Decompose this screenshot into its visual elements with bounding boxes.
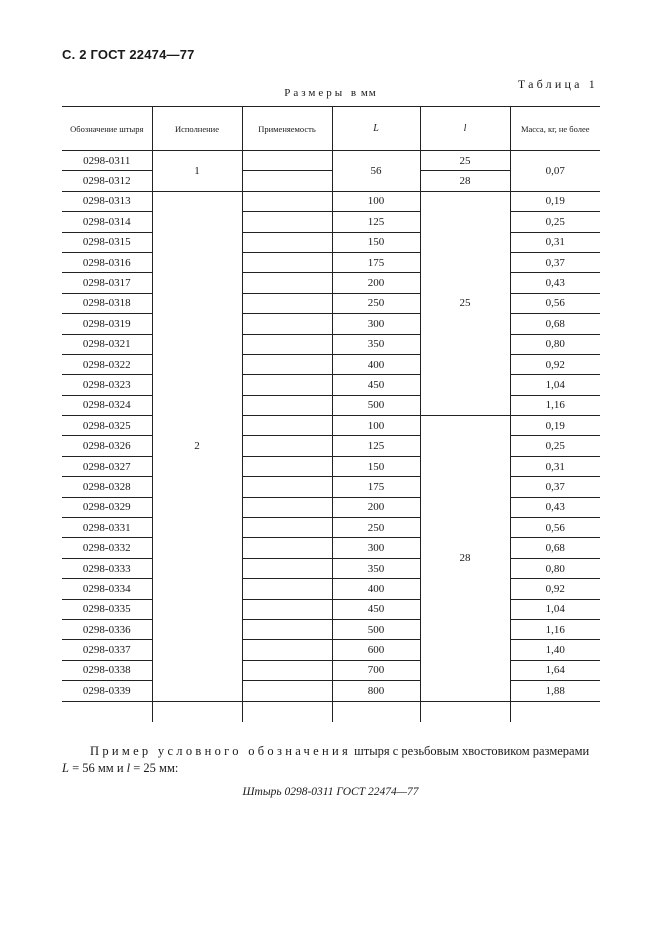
designation-cell: 0298-0337 [62, 640, 152, 660]
mass-cell: 0,07 [510, 151, 600, 192]
applicability-cell [242, 681, 332, 701]
L-cell: 500 [332, 395, 420, 415]
applicability-cell [242, 579, 332, 599]
mass-cell: 0,92 [510, 354, 600, 374]
example-l-symbol: l [126, 761, 131, 775]
L-cell: 300 [332, 538, 420, 558]
table-row [62, 558, 600, 578]
table-body [62, 151, 600, 722]
mass-cell: 0,56 [510, 293, 600, 313]
applicability-cell [242, 395, 332, 415]
L-cell: 350 [332, 558, 420, 578]
L-cell: 350 [332, 334, 420, 354]
designation-cell: 0298-0329 [62, 497, 152, 517]
applicability-cell [242, 191, 332, 211]
designation-cell: 0298-0333 [62, 558, 152, 578]
example-L-symbol: L [62, 761, 69, 775]
designation-cell: 0298-0311 [62, 151, 152, 171]
mass-cell: 0,68 [510, 538, 600, 558]
mass-cell: 0,19 [510, 416, 600, 436]
designation-cell: 0298-0325 [62, 416, 152, 436]
applicability-cell [242, 232, 332, 252]
L-cell: 125 [332, 212, 420, 232]
designation-cell: 0298-0336 [62, 619, 152, 639]
designation-example [62, 743, 602, 777]
designation-cell: 0298-0321 [62, 334, 152, 354]
L-cell: 450 [332, 599, 420, 619]
header-designation: Обозначение штыря [62, 107, 152, 151]
applicability-cell [242, 416, 332, 436]
designation-cell: 0298-0319 [62, 314, 152, 334]
mass-cell: 0,56 [510, 518, 600, 538]
applicability-cell [242, 334, 332, 354]
example-L-value: = 56 мм и [68, 761, 127, 775]
mass-cell: 1,40 [510, 640, 600, 660]
designation-cell: 0298-0317 [62, 273, 152, 293]
page-header: С. 2 ГОСТ 22474—77 [62, 47, 195, 62]
designation-cell: 0298-0318 [62, 293, 152, 313]
version-cell: 2 [152, 191, 242, 701]
designation-cell: 0298-0326 [62, 436, 152, 456]
applicability-cell [242, 273, 332, 293]
table-header-row [62, 107, 600, 151]
table-row [62, 477, 600, 497]
table-row [62, 416, 600, 436]
applicability-cell [242, 660, 332, 680]
L-cell: 400 [332, 354, 420, 374]
designation-cell: 0298-0338 [62, 660, 152, 680]
designation-cell: 0298-0312 [62, 171, 152, 191]
table-row [62, 151, 600, 171]
L-cell: 600 [332, 640, 420, 660]
header-mass: Масса, кг, не более [510, 107, 600, 151]
table-row [62, 334, 600, 354]
L-cell: 500 [332, 619, 420, 639]
applicability-cell [242, 599, 332, 619]
applicability-cell [242, 640, 332, 660]
designation-cell: 0298-0316 [62, 252, 152, 272]
table-tail-row [62, 701, 600, 722]
table-row [62, 354, 600, 374]
table-row [62, 314, 600, 334]
table-row [62, 293, 600, 313]
L-cell: 200 [332, 497, 420, 517]
table-row [62, 273, 600, 293]
L-cell: 100 [332, 191, 420, 211]
mass-cell: 1,04 [510, 375, 600, 395]
L-cell: 150 [332, 456, 420, 476]
applicability-cell [242, 558, 332, 578]
header-L: L [332, 107, 420, 151]
table-row [62, 191, 600, 211]
mass-cell: 0,37 [510, 477, 600, 497]
dimensions-note-units: в мм [350, 87, 377, 99]
table-row [62, 232, 600, 252]
table-row [62, 518, 600, 538]
mass-cell: 0,43 [510, 273, 600, 293]
applicability-cell [242, 538, 332, 558]
table-row [62, 579, 600, 599]
table-row [62, 212, 600, 232]
designation-cell: 0298-0313 [62, 191, 152, 211]
L-cell: 400 [332, 579, 420, 599]
version-cell: 1 [152, 151, 242, 192]
l-cell: 25 [420, 151, 510, 171]
table-row [62, 599, 600, 619]
mass-cell: 0,68 [510, 314, 600, 334]
table-row [62, 660, 600, 680]
mass-cell: 1,88 [510, 681, 600, 701]
mass-cell: 0,25 [510, 212, 600, 232]
mass-cell: 0,43 [510, 497, 600, 517]
designation-cell: 0298-0334 [62, 579, 152, 599]
L-cell: 200 [332, 273, 420, 293]
applicability-cell [242, 497, 332, 517]
specification-table [62, 106, 600, 722]
designation-cell: 0298-0339 [62, 681, 152, 701]
mass-cell: 0,25 [510, 436, 600, 456]
applicability-cell [242, 354, 332, 374]
example-lead-rest: штыря с резьбовым хвостовиком размерами [351, 744, 590, 758]
mass-cell: 0,31 [510, 232, 600, 252]
table-number-label: Таблица 1 [517, 77, 598, 91]
L-cell: 800 [332, 681, 420, 701]
header-version: Исполнение [152, 107, 242, 151]
mass-cell: 0,19 [510, 191, 600, 211]
applicability-cell [242, 456, 332, 476]
designation-cell: 0298-0322 [62, 354, 152, 374]
L-cell: 700 [332, 660, 420, 680]
header-applicability: Применяемость [242, 107, 332, 151]
L-cell: 250 [332, 293, 420, 313]
example-lead: Пример условного обозначения [90, 744, 352, 758]
example-designation: Штырь 0298-0311 ГОСТ 22474—77 [242, 786, 419, 798]
applicability-cell [242, 151, 332, 171]
table-row [62, 375, 600, 395]
L-cell: 56 [332, 151, 420, 192]
dimensions-note-spaced: Размеры [284, 87, 346, 99]
applicability-cell [242, 171, 332, 191]
designation-cell: 0298-0328 [62, 477, 152, 497]
header-l: l [420, 107, 510, 151]
L-cell: 300 [332, 314, 420, 334]
table-row [62, 497, 600, 517]
mass-cell: 0,37 [510, 252, 600, 272]
applicability-cell [242, 375, 332, 395]
L-cell: 250 [332, 518, 420, 538]
applicability-cell [242, 518, 332, 538]
applicability-cell [242, 293, 332, 313]
designation-cell: 0298-0332 [62, 538, 152, 558]
mass-cell: 0,80 [510, 334, 600, 354]
l-cell: 25 [420, 191, 510, 415]
applicability-cell [242, 619, 332, 639]
designation-cell: 0298-0324 [62, 395, 152, 415]
designation-cell: 0298-0327 [62, 456, 152, 476]
L-cell: 150 [332, 232, 420, 252]
table-row [62, 456, 600, 476]
L-cell: 125 [332, 436, 420, 456]
table-row [62, 395, 600, 415]
applicability-cell [242, 212, 332, 232]
table-row [62, 252, 600, 272]
applicability-cell [242, 314, 332, 334]
mass-cell: 1,16 [510, 619, 600, 639]
table-row [62, 640, 600, 660]
table-row [62, 619, 600, 639]
applicability-cell [242, 252, 332, 272]
mass-cell: 0,92 [510, 579, 600, 599]
L-cell: 100 [332, 416, 420, 436]
mass-cell: 0,80 [510, 558, 600, 578]
example-l-value: = 25 мм: [130, 761, 179, 775]
designation-cell: 0298-0323 [62, 375, 152, 395]
mass-cell: 1,04 [510, 599, 600, 619]
designation-cell: 0298-0314 [62, 212, 152, 232]
mass-cell: 1,64 [510, 660, 600, 680]
L-cell: 175 [332, 477, 420, 497]
L-cell: 450 [332, 375, 420, 395]
designation-cell: 0298-0335 [62, 599, 152, 619]
applicability-cell [242, 436, 332, 456]
l-cell: 28 [420, 416, 510, 701]
table-row [62, 436, 600, 456]
l-cell: 28 [420, 171, 510, 191]
applicability-cell [242, 477, 332, 497]
table-row [62, 538, 600, 558]
L-cell: 175 [332, 252, 420, 272]
designation-cell: 0298-0315 [62, 232, 152, 252]
mass-cell: 0,31 [510, 456, 600, 476]
table-row [62, 681, 600, 701]
dimensions-note [0, 87, 661, 99]
mass-cell: 1,16 [510, 395, 600, 415]
designation-cell: 0298-0331 [62, 518, 152, 538]
